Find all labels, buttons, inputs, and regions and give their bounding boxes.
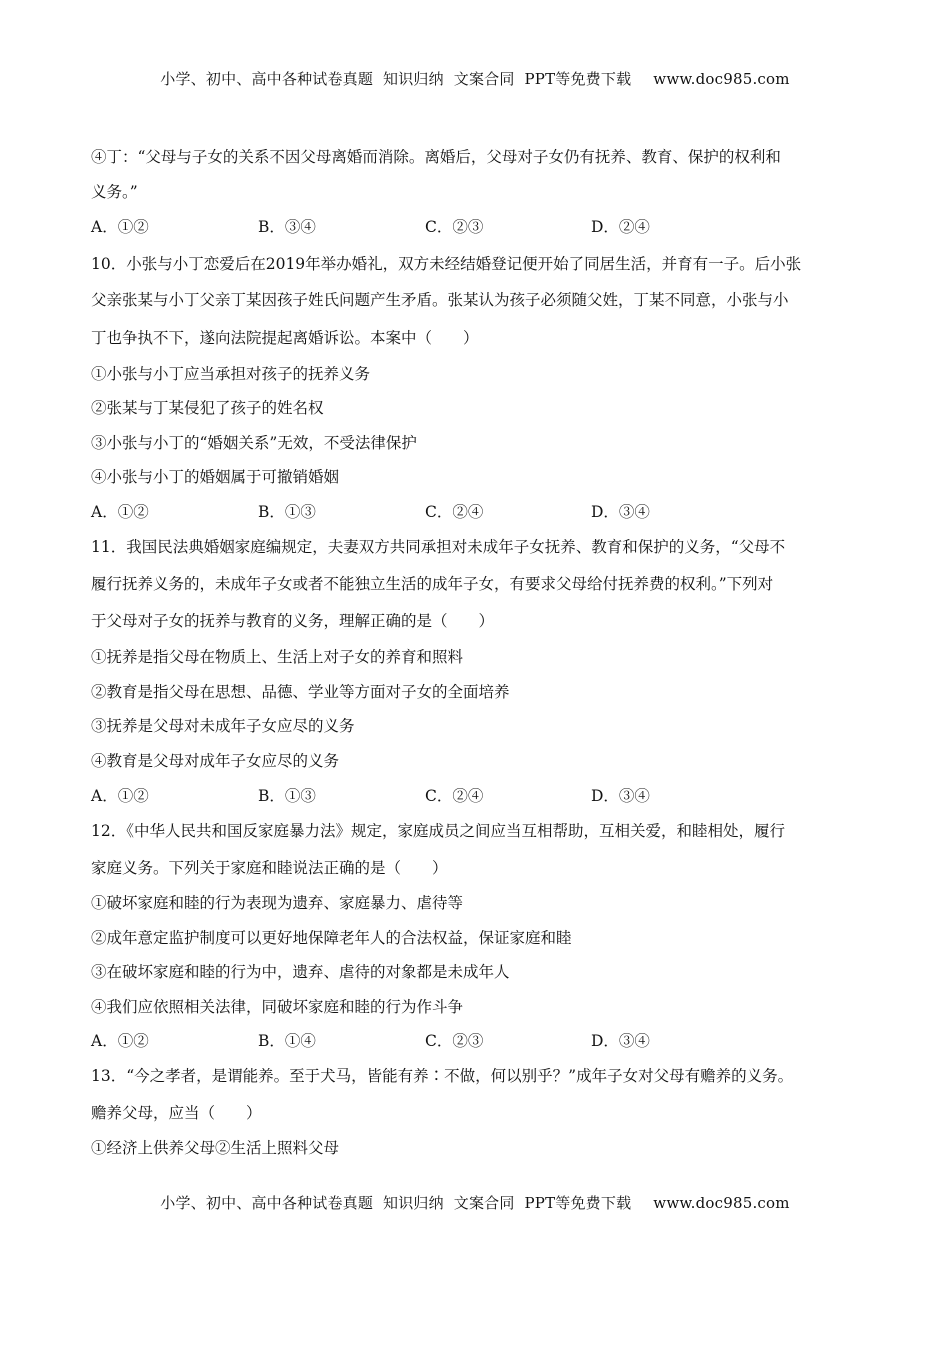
q12-item1: ①破坏家庭和睦的行为表现为遗弃、家庭暴力、虐待等 [91,894,464,912]
page-footer [0,1192,950,1213]
q9-item4-line1: ④丁：“父母与子女的关系不因父母离婚而消除。离婚后，父母对子女仍有抚养、教育、保护的权利和 [91,148,781,166]
footer-site: www.doc985.com [653,1194,790,1212]
q9-option-c[interactable]: C．②③ [425,218,484,236]
q11-option-d[interactable]: D．③④ [591,787,650,805]
header-site: www.doc985.com [653,70,790,88]
q9-option-d[interactable]: D．②④ [591,218,650,236]
q10-item4: ④小张与小丁的婚姻属于可撤销婚姻 [91,468,340,486]
q12-item2: ②成年意定监护制度可以更好地保障老年人的合法权益，保证家庭和睦 [91,929,572,947]
q11-item1: ①抚养是指父母在物质上、生活上对子女的养育和照料 [91,648,464,666]
q10-item2: ②张某与丁某侵犯了孩子的姓名权 [91,399,324,417]
q13-stem-line1: 13．“今之孝者，是谓能养。至于犬马，皆能有养∶不做，何以别乎？”成年子女对父母有赡养的义务。 [91,1067,794,1085]
q12-stem-line1: 12．《中华人民共和国反家庭暴力法》规定，家庭成员之间应当互相帮助，互相关爱，和睦相处，履行 [91,822,785,840]
page-header [0,68,950,89]
q10-item1: ①小张与小丁应当承担对孩子的抚养义务 [91,365,371,383]
q10-option-d[interactable]: D．③④ [591,503,650,521]
q11-option-c[interactable]: C．②④ [425,787,484,805]
q13-item12: ①经济上供养父母②生活上照料父母 [91,1139,340,1157]
q12-option-a[interactable]: A．①② [91,1032,149,1050]
q11-item2: ②教育是指父母在思想、品德、学业等方面对子女的全面培养 [91,683,510,701]
q10-option-a[interactable]: A．①② [91,503,149,521]
q10-option-b[interactable]: B．①③ [258,503,316,521]
q11-option-a[interactable]: A．①② [91,787,149,805]
q9-item4-line2: 义务。” [91,183,138,201]
q10-stem-line2: 父亲张某与小丁父亲丁某因孩子姓氏问题产生矛盾。张某认为孩子必须随父姓，丁某不同意，小张与小 [91,291,789,309]
q11-stem-line2: 履行抚养义务的，未成年子女或者不能独立生活的成年子女，有要求父母给付抚养费的权利。”下列对 [91,575,774,593]
q12-stem-line2: 家庭义务。下列关于家庭和睦说法正确的是（ ） [91,859,448,877]
q10-item3: ③小张与小丁的“婚姻关系”无效，不受法律保护 [91,434,417,452]
q10-option-c[interactable]: C．②④ [425,503,484,521]
q12-option-d[interactable]: D．③④ [591,1032,650,1050]
q12-item4: ④我们应依照相关法律，同破坏家庭和睦的行为作斗争 [91,998,464,1016]
q12-item3: ③在破坏家庭和睦的行为中，遗弃、虐待的对象都是未成年人 [91,963,510,981]
q11-item4: ④教育是父母对成年子女应尽的义务 [91,752,340,770]
q9-option-a[interactable]: A．①② [91,218,149,236]
q12-option-c[interactable]: C．②③ [425,1032,484,1050]
header-text: 小学、初中、高中各种试卷真题 知识归纳 文案合同 PPT等免费下载 [160,70,632,88]
q11-item3: ③抚养是父母对未成年子女应尽的义务 [91,717,355,735]
q9-option-b[interactable]: B．③④ [258,218,316,236]
q11-stem-line1: 11．我国民法典婚姻家庭编规定，夫妻双方共同承担对未成年子女抚养、教育和保护的义务，“父母不 [91,538,786,556]
q11-stem-line3: 于父母对子女的抚养与教育的义务，理解正确的是（ ） [91,612,495,630]
q10-stem-line3: 丁也争执不下，遂向法院提起离婚诉讼。本案中（ ） [91,329,479,347]
q11-option-b[interactable]: B．①③ [258,787,316,805]
q10-stem-line1: 10．小张与小丁恋爱后在2019年举办婚礼，双方未经结婚登记便开始了同居生活，并育有一子。后小张 [91,255,802,273]
footer-text: 小学、初中、高中各种试卷真题 知识归纳 文案合同 PPT等免费下载 [160,1194,632,1212]
q13-stem-line2: 赡养父母，应当（ ） [91,1104,262,1122]
q12-option-b[interactable]: B．①④ [258,1032,316,1050]
